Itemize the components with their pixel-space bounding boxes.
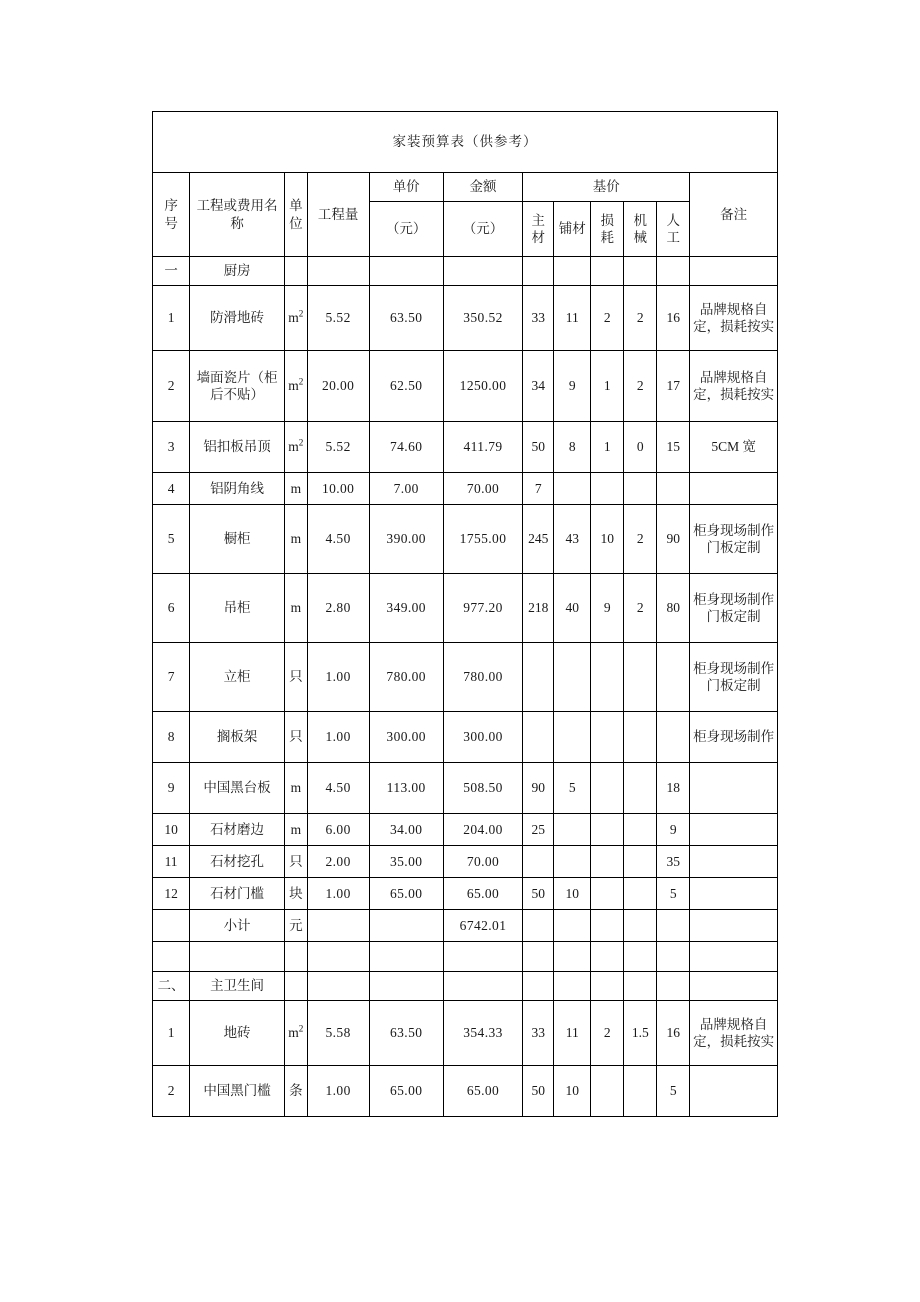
cell-empty (554, 942, 591, 972)
spacer-row (153, 942, 778, 972)
cell-quantity: 4.50 (307, 763, 369, 814)
cell-amount: 354.33 (443, 1001, 522, 1066)
cell-quantity: 4.50 (307, 505, 369, 574)
table-row (153, 286, 778, 351)
cell-base-loss (591, 643, 624, 712)
cell-name: 橱柜 (190, 505, 285, 574)
section-header-row (153, 257, 778, 286)
cell-base-loss: 2 (591, 1001, 624, 1066)
cell-empty (624, 972, 657, 1001)
cell-unit-price: 74.60 (369, 422, 443, 473)
cell-base-machine: 1.5 (624, 1001, 657, 1066)
table-row (153, 846, 778, 878)
cell-amount: 300.00 (443, 712, 522, 763)
cell-name: 地砖 (190, 1001, 285, 1066)
cell-note (690, 846, 778, 878)
header-base-main: 主 材 (523, 202, 554, 257)
cell-quantity: 1.00 (307, 643, 369, 712)
cell-seq (153, 910, 190, 942)
cell-base-loss: 2 (591, 286, 624, 351)
cell-unit: $m^2$ (285, 422, 308, 473)
cell-base-main (523, 712, 554, 763)
cell-seq: 3 (153, 422, 190, 473)
cell-seq: 9 (153, 763, 190, 814)
cell-base-main (523, 910, 554, 942)
cell-base-main: 245 (523, 505, 554, 574)
cell-base-aux (554, 473, 591, 505)
cell-amount: 977.20 (443, 574, 522, 643)
cell-empty (285, 942, 308, 972)
table-row (153, 1066, 778, 1117)
cell-section-index: 二、 (153, 972, 190, 1001)
cell-unit: $m^2$ (285, 1001, 308, 1066)
cell-unit-price (369, 910, 443, 942)
cell-name: 搁板架 (190, 712, 285, 763)
header-row-top (153, 173, 778, 202)
cell-base-labor: 80 (657, 574, 690, 643)
cell-base-labor: 18 (657, 763, 690, 814)
cell-base-machine: 2 (624, 351, 657, 422)
table-row (153, 574, 778, 643)
cell-base-loss: 1 (591, 422, 624, 473)
cell-unit-price: 780.00 (369, 643, 443, 712)
cell-base-labor: 16 (657, 286, 690, 351)
cell-empty (554, 972, 591, 1001)
cell-section-name: 主卫生间 (190, 972, 285, 1001)
cell-empty (307, 972, 369, 1001)
cell-note: 柜身现场制作门板定制 (690, 505, 778, 574)
cell-empty (443, 942, 522, 972)
cell-section-index: 一 (153, 257, 190, 286)
cell-unit-price: 65.00 (369, 1066, 443, 1117)
cell-unit-price: 63.50 (369, 286, 443, 351)
cell-base-aux (554, 910, 591, 942)
cell-empty (153, 942, 190, 972)
cell-seq: 8 (153, 712, 190, 763)
cell-base-aux: 40 (554, 574, 591, 643)
cell-base-aux: 9 (554, 351, 591, 422)
cell-empty (369, 972, 443, 1001)
cell-base-labor: 5 (657, 1066, 690, 1117)
cell-unit: m (285, 763, 308, 814)
cell-seq: 6 (153, 574, 190, 643)
table-row (153, 1001, 778, 1066)
cell-base-loss (591, 846, 624, 878)
cell-base-labor: 90 (657, 505, 690, 574)
cell-unit: 只 (285, 643, 308, 712)
cell-base-loss: 1 (591, 351, 624, 422)
cell-base-aux: 10 (554, 878, 591, 910)
cell-empty (554, 257, 591, 286)
cell-base-aux: 43 (554, 505, 591, 574)
header-name: 工程或费用名称 (190, 173, 285, 257)
cell-base-main: 33 (523, 286, 554, 351)
cell-seq: 7 (153, 643, 190, 712)
subtotal-row (153, 910, 778, 942)
cell-note: 柜身现场制作门板定制 (690, 574, 778, 643)
cell-seq: 12 (153, 878, 190, 910)
cell-base-main: 50 (523, 878, 554, 910)
cell-base-machine (624, 910, 657, 942)
table-row (153, 763, 778, 814)
cell-base-machine (624, 878, 657, 910)
cell-unit: 块 (285, 878, 308, 910)
table-row (153, 643, 778, 712)
cell-seq: 2 (153, 351, 190, 422)
cell-empty (369, 257, 443, 286)
cell-unit: m (285, 574, 308, 643)
cell-empty (285, 972, 308, 1001)
cell-name: 小计 (190, 910, 285, 942)
cell-base-main: 34 (523, 351, 554, 422)
budget-table-container (152, 111, 778, 1117)
cell-name: 石材磨边 (190, 814, 285, 846)
cell-base-main: 90 (523, 763, 554, 814)
cell-base-loss (591, 814, 624, 846)
cell-name: 防滑地砖 (190, 286, 285, 351)
cell-note: 品牌规格自定，损耗按实 (690, 1001, 778, 1066)
cell-name: 中国黑门槛 (190, 1066, 285, 1117)
cell-base-loss (591, 473, 624, 505)
cell-unit-price: 113.00 (369, 763, 443, 814)
cell-name: 墙面瓷片（柜后不贴） (190, 351, 285, 422)
cell-base-main: 218 (523, 574, 554, 643)
unit-exponent: 2 (298, 1023, 304, 1034)
cell-note: 柜身现场制作门板定制 (690, 643, 778, 712)
cell-base-main: 7 (523, 473, 554, 505)
cell-quantity: 1.00 (307, 1066, 369, 1117)
cell-base-machine (624, 473, 657, 505)
cell-unit: 元 (285, 910, 308, 942)
cell-unit-price: 349.00 (369, 574, 443, 643)
cell-base-machine: 0 (624, 422, 657, 473)
cell-note (690, 878, 778, 910)
cell-empty (591, 972, 624, 1001)
cell-base-aux (554, 712, 591, 763)
table-row (153, 422, 778, 473)
cell-empty (690, 257, 778, 286)
cell-base-aux: 11 (554, 1001, 591, 1066)
cell-unit-price: 65.00 (369, 878, 443, 910)
cell-seq: 10 (153, 814, 190, 846)
cell-empty (523, 257, 554, 286)
cell-seq: 2 (153, 1066, 190, 1117)
cell-seq: 4 (153, 473, 190, 505)
cell-name: 石材挖孔 (190, 846, 285, 878)
cell-section-name: 厨房 (190, 257, 285, 286)
cell-base-machine (624, 814, 657, 846)
cell-amount: 1250.00 (443, 351, 522, 422)
cell-unit-price: 390.00 (369, 505, 443, 574)
header-unit-price: 单价 (369, 173, 443, 202)
cell-empty (443, 972, 522, 1001)
cell-base-machine: 2 (624, 286, 657, 351)
cell-base-loss (591, 910, 624, 942)
header-base-labor: 人 工 (657, 202, 690, 257)
cell-base-machine (624, 763, 657, 814)
cell-base-labor (657, 910, 690, 942)
cell-base-aux: 11 (554, 286, 591, 351)
cell-amount: 65.00 (443, 878, 522, 910)
header-base-machine: 机 械 (624, 202, 657, 257)
cell-base-main: 50 (523, 422, 554, 473)
cell-empty (369, 942, 443, 972)
cell-base-labor (657, 712, 690, 763)
header-note: 备注 (690, 173, 778, 257)
table-row (153, 351, 778, 422)
cell-empty (657, 972, 690, 1001)
cell-base-labor: 17 (657, 351, 690, 422)
cell-empty (307, 257, 369, 286)
cell-empty (523, 942, 554, 972)
cell-base-loss: 9 (591, 574, 624, 643)
cell-empty (307, 942, 369, 972)
cell-empty (690, 942, 778, 972)
cell-base-labor (657, 643, 690, 712)
cell-quantity: 2.00 (307, 846, 369, 878)
cell-note: 5CM 宽 (690, 422, 778, 473)
cell-empty (190, 942, 285, 972)
cell-amount: 350.52 (443, 286, 522, 351)
cell-base-labor: 9 (657, 814, 690, 846)
cell-name: 铝扣板吊顶 (190, 422, 285, 473)
cell-base-main: 25 (523, 814, 554, 846)
cell-empty (285, 257, 308, 286)
section-header-row (153, 972, 778, 1001)
unit-exponent: 2 (298, 437, 304, 448)
cell-quantity: 5.52 (307, 422, 369, 473)
header-base-price: 基价 (523, 173, 690, 202)
unit-exponent: 2 (298, 308, 304, 319)
cell-unit-price: 7.00 (369, 473, 443, 505)
table-row (153, 473, 778, 505)
cell-note: 柜身现场制作 (690, 712, 778, 763)
cell-base-main (523, 643, 554, 712)
cell-amount: 411.79 (443, 422, 522, 473)
cell-quantity: 1.00 (307, 712, 369, 763)
cell-base-machine (624, 643, 657, 712)
cell-quantity: 2.80 (307, 574, 369, 643)
cell-note: 品牌规格自定，损耗按实 (690, 351, 778, 422)
cell-base-aux (554, 643, 591, 712)
cell-empty (624, 942, 657, 972)
cell-unit-price: 34.00 (369, 814, 443, 846)
cell-amount: 70.00 (443, 846, 522, 878)
cell-unit: 条 (285, 1066, 308, 1117)
table-row (153, 712, 778, 763)
cell-base-main: 33 (523, 1001, 554, 1066)
cell-amount: 1755.00 (443, 505, 522, 574)
cell-unit: $m^2$ (285, 351, 308, 422)
header-base-loss: 损 耗 (591, 202, 624, 257)
cell-base-loss (591, 878, 624, 910)
cell-base-loss: 10 (591, 505, 624, 574)
table-row (153, 814, 778, 846)
cell-unit: 只 (285, 846, 308, 878)
cell-name: 中国黑台板 (190, 763, 285, 814)
cell-quantity: 5.52 (307, 286, 369, 351)
cell-base-main: 50 (523, 1066, 554, 1117)
cell-empty (443, 257, 522, 286)
page-title: 家装预算表（供参考） (153, 112, 778, 173)
cell-base-aux (554, 846, 591, 878)
cell-unit: m (285, 814, 308, 846)
cell-quantity: 1.00 (307, 878, 369, 910)
budget-table (152, 111, 778, 1117)
cell-empty (591, 942, 624, 972)
cell-unit: $m^2$ (285, 286, 308, 351)
cell-base-labor (657, 473, 690, 505)
cell-note (690, 763, 778, 814)
cell-base-machine (624, 712, 657, 763)
cell-note (690, 814, 778, 846)
cell-base-aux (554, 814, 591, 846)
table-row (153, 505, 778, 574)
cell-name: 吊柜 (190, 574, 285, 643)
cell-amount: 204.00 (443, 814, 522, 846)
cell-unit: m (285, 505, 308, 574)
title-row (153, 112, 778, 173)
cell-quantity: 10.00 (307, 473, 369, 505)
unit-exponent: 2 (298, 376, 304, 387)
header-unit: 单 位 (285, 173, 308, 257)
header-base-aux: 铺材 (554, 202, 591, 257)
cell-note: 品牌规格自定，损耗按实 (690, 286, 778, 351)
header-quantity: 工程量 (307, 173, 369, 257)
cell-base-machine (624, 846, 657, 878)
cell-base-machine (624, 1066, 657, 1117)
cell-seq: 1 (153, 286, 190, 351)
cell-seq: 1 (153, 1001, 190, 1066)
header-amount-currency: （元） (443, 202, 522, 257)
cell-empty (690, 972, 778, 1001)
cell-seq: 5 (153, 505, 190, 574)
cell-name: 立柜 (190, 643, 285, 712)
cell-empty (657, 942, 690, 972)
cell-unit-price: 35.00 (369, 846, 443, 878)
cell-empty (657, 257, 690, 286)
cell-amount: 6742.01 (443, 910, 522, 942)
cell-quantity (307, 910, 369, 942)
cell-name: 石材门槛 (190, 878, 285, 910)
cell-base-loss (591, 1066, 624, 1117)
cell-note (690, 1066, 778, 1117)
cell-base-loss (591, 763, 624, 814)
cell-unit-price: 63.50 (369, 1001, 443, 1066)
cell-empty (591, 257, 624, 286)
cell-amount: 70.00 (443, 473, 522, 505)
cell-quantity: 5.58 (307, 1001, 369, 1066)
header-seq: 序 号 (153, 173, 190, 257)
cell-amount: 508.50 (443, 763, 522, 814)
cell-base-labor: 5 (657, 878, 690, 910)
header-amount: 金额 (443, 173, 522, 202)
cell-note (690, 473, 778, 505)
header-unit-price-currency: （元） (369, 202, 443, 257)
cell-unit-price: 62.50 (369, 351, 443, 422)
cell-seq: 11 (153, 846, 190, 878)
cell-base-main (523, 846, 554, 878)
table-row (153, 878, 778, 910)
cell-base-machine: 2 (624, 574, 657, 643)
cell-empty (523, 972, 554, 1001)
cell-name: 铝阴角线 (190, 473, 285, 505)
cell-amount: 780.00 (443, 643, 522, 712)
cell-base-aux: 5 (554, 763, 591, 814)
cell-unit-price: 300.00 (369, 712, 443, 763)
cell-quantity: 20.00 (307, 351, 369, 422)
cell-amount: 65.00 (443, 1066, 522, 1117)
cell-unit: m (285, 473, 308, 505)
cell-base-labor: 15 (657, 422, 690, 473)
cell-base-labor: 35 (657, 846, 690, 878)
cell-base-aux: 8 (554, 422, 591, 473)
cell-unit: 只 (285, 712, 308, 763)
cell-base-labor: 16 (657, 1001, 690, 1066)
cell-base-machine: 2 (624, 505, 657, 574)
cell-base-loss (591, 712, 624, 763)
cell-base-aux: 10 (554, 1066, 591, 1117)
cell-empty (624, 257, 657, 286)
cell-note (690, 910, 778, 942)
cell-quantity: 6.00 (307, 814, 369, 846)
